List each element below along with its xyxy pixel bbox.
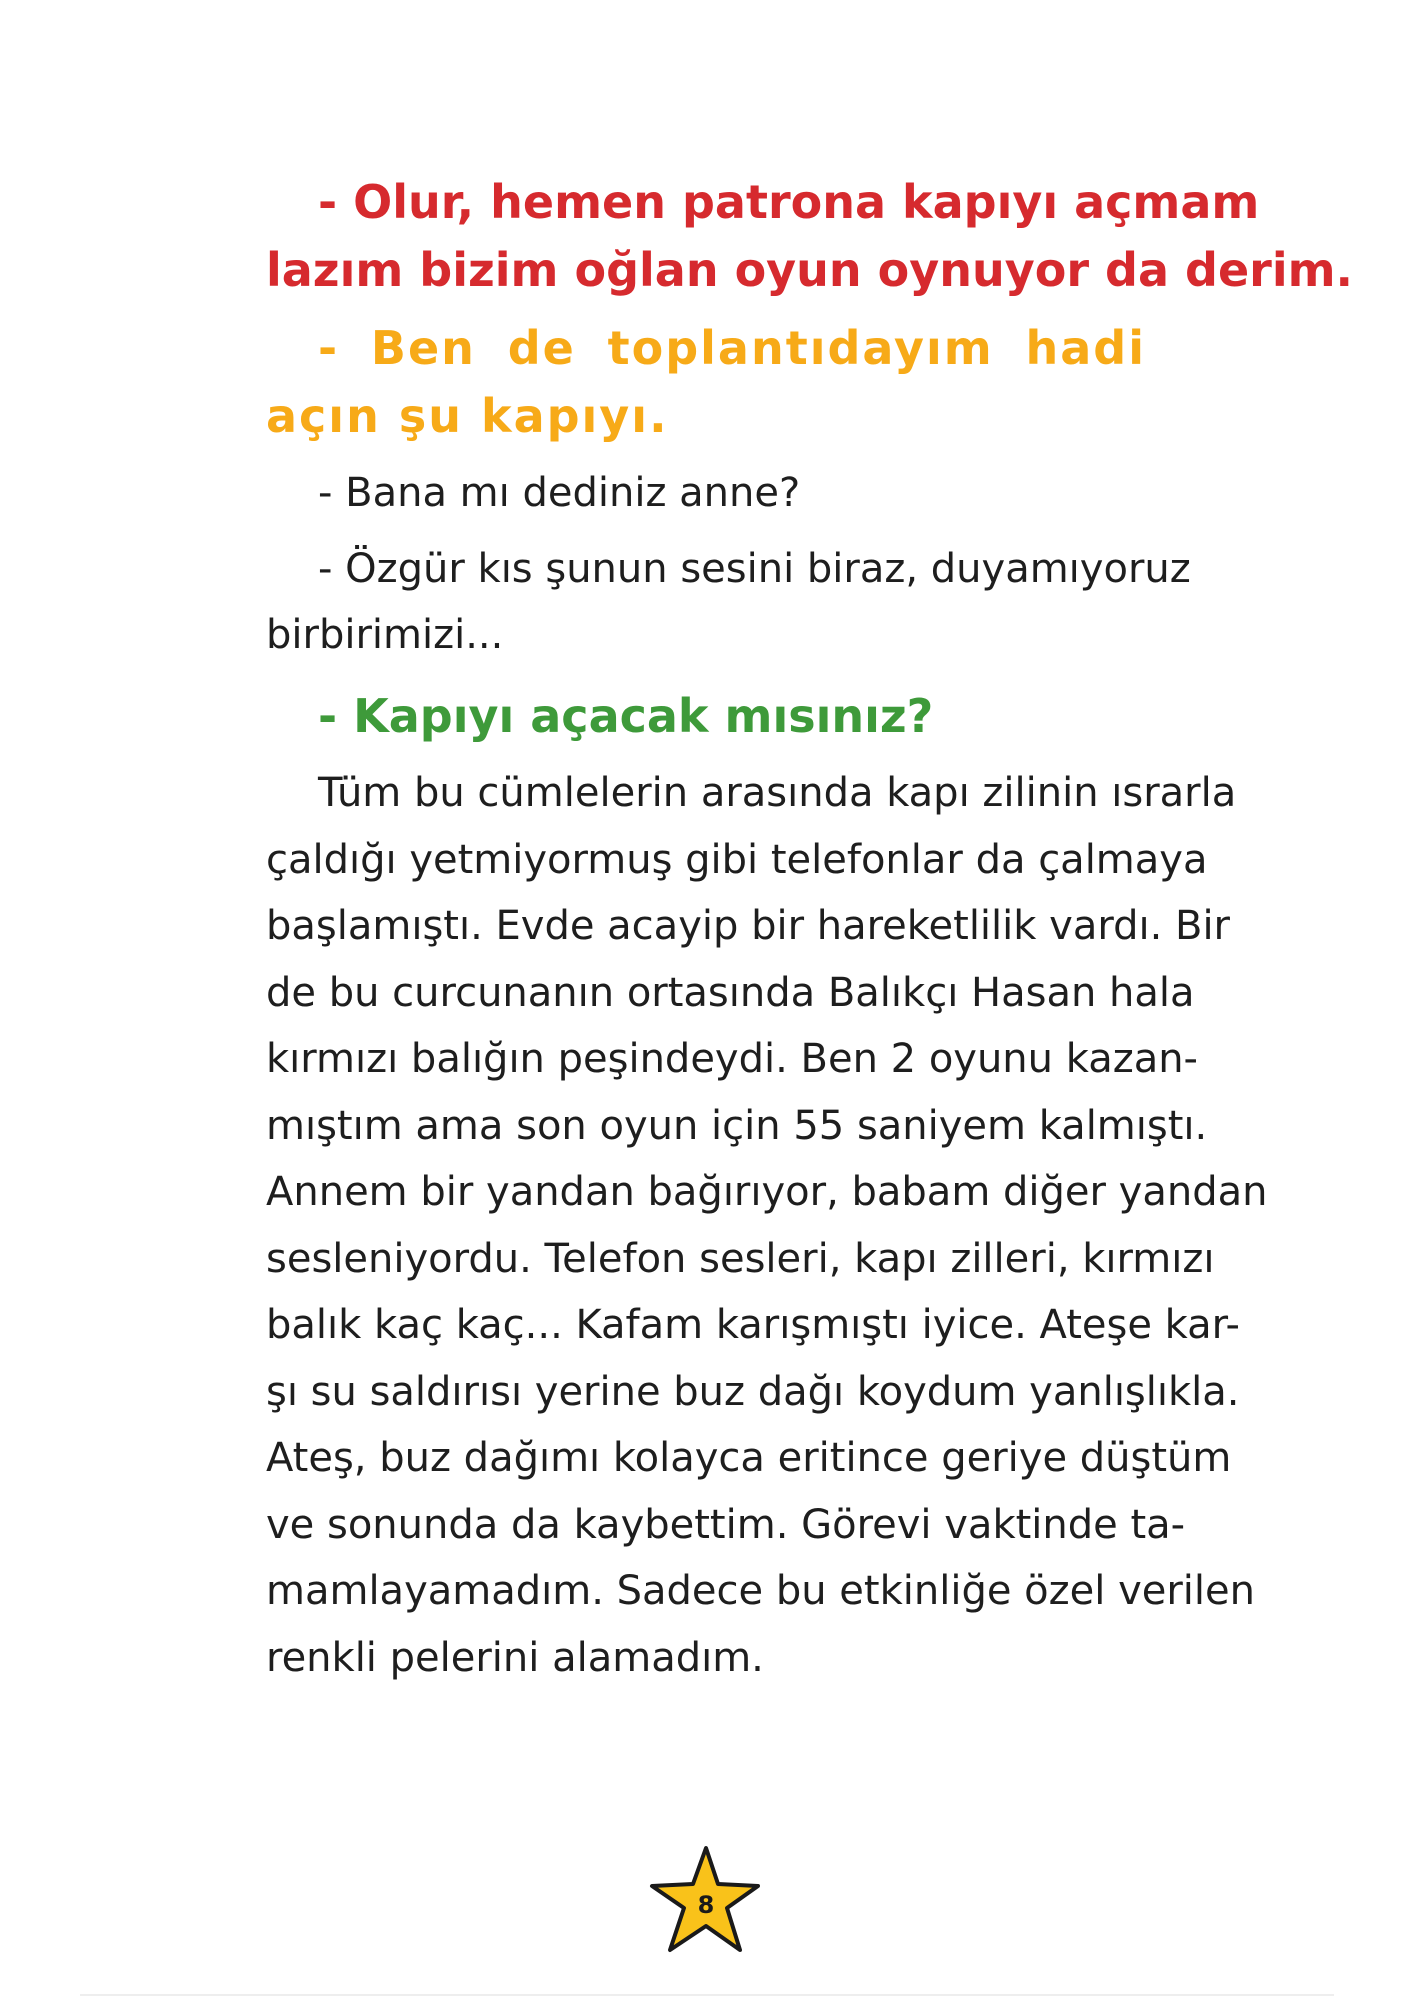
paragraph-line: de bu curcunanın ortasında Balıkçı Hasan hala xyxy=(266,969,1195,1016)
paragraph-line: balık kaç kaç... Kafam karışmıştı iyice. Ateşe kar- xyxy=(266,1302,1240,1348)
dialogue-yellow-line-1: - Ben de toplantıdayım hadi xyxy=(318,321,1146,375)
paragraph-line: sesleniyordu. Telefon sesleri, kapı zilleri, kırmızı xyxy=(266,1235,1215,1282)
paragraph-line: şı su saldırısı yerine buz dağı koydum yanlışlıkla. xyxy=(266,1368,1240,1415)
paragraph-line: kırmızı balığın peşindeydi. Ben 2 oyunu kazan- xyxy=(266,1036,1198,1082)
dialogue-green-line: - Kapıyı açacak mısınız? xyxy=(318,689,934,743)
paragraph-line: mamlayamadım. Sadece bu etkinliğe özel verilen xyxy=(266,1568,1255,1614)
page-number-badge xyxy=(648,1844,764,1960)
paragraph-line: renkli pelerini alamadım. xyxy=(266,1634,764,1681)
paragraph-line: ve sonunda da kaybettim. Görevi vaktinde ta- xyxy=(266,1501,1186,1548)
dialogue-yellow-line-2: açın şu kapıyı. xyxy=(266,389,669,443)
dialogue-plain-line-3: birbirimizi... xyxy=(266,612,504,658)
dialogue-red-line-1: - Olur, hemen patrona kapıyı açmam xyxy=(318,175,1260,229)
page-bottom-edge xyxy=(80,1994,1334,1996)
paragraph-line: Annem bir yandan bağırıyor, babam diğer yandan xyxy=(266,1169,1268,1215)
paragraph-line: Ateş, buz dağımı kolayca eritince geriye düştüm xyxy=(266,1435,1232,1481)
dialogue-plain-line-1: - Bana mı dediniz anne? xyxy=(318,470,801,516)
dialogue-plain-line-2: - Özgür kıs şunun sesini biraz, duyamıyoruz xyxy=(318,546,1191,592)
paragraph-line: çaldığı yetmiyormuş gibi telefonlar da çalmaya xyxy=(266,836,1208,883)
paragraph-line: başlamıştı. Evde acayip bir hareketlilik vardı. Bir xyxy=(266,903,1231,949)
page-number: 8 xyxy=(697,1891,715,1919)
story-paragraph xyxy=(266,760,1268,1691)
paragraph-line: mıştım ama son oyun için 55 saniyem kalmıştı. xyxy=(266,1102,1208,1149)
dialogue-red-line-2: lazım bizim oğlan oyun oynuyor da derim. xyxy=(266,243,1354,297)
book-page-text xyxy=(266,168,1354,1691)
paragraph-line: Tüm bu cümlelerin arasında kapı zilinin ısrarla xyxy=(318,770,1237,816)
